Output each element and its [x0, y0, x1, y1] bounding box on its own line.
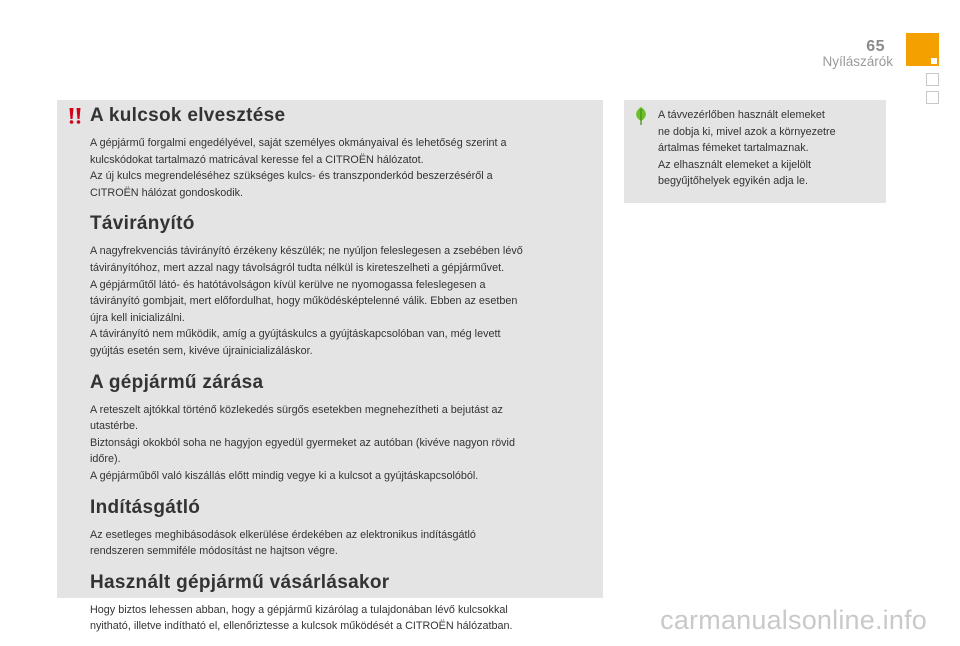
text-line: gyújtás esetén sem, kivéve újrainicializáláskor.	[90, 344, 313, 357]
section-title: Indításgátló	[90, 496, 201, 518]
text-line: A gépjármű forgalmi engedélyével, saját személyes okmányaival és lehetőség szerint a	[90, 137, 507, 149]
text-line: távirányítóhoz, mert azzal nagy távolságról tudta nélkül is kireteszelheti a gépjárművet.	[90, 261, 505, 274]
text-line: rendszeren semmiféle módosítást ne hajtson végre.	[90, 545, 338, 558]
text-line: A gépjárműből való kiszállás előtt mindig vegye ki a kulcsot a gyújtáskapcsolóból.	[90, 469, 479, 482]
eco-note-text	[658, 107, 880, 190]
section-title: A gépjármű zárása	[90, 371, 264, 393]
section-used-vehicle	[90, 571, 598, 635]
text-line: Az esetleges meghibásodások elkerülése érdekében az elektronikus indításgátló	[90, 528, 476, 541]
warning-icon	[67, 107, 83, 125]
section-body	[90, 527, 598, 560]
section-remote-control	[90, 212, 598, 359]
page-number: 65	[866, 38, 885, 55]
text-line: Az új kulcs megrendeléséhez szükséges kulcs- és transzponderkód beszerzéséről a	[90, 170, 493, 183]
section-vehicle-locking	[90, 371, 598, 485]
section-title: A kulcsok elvesztése	[90, 105, 286, 126]
section-body	[90, 602, 598, 635]
text-line: újra kell inicializálni.	[90, 311, 185, 324]
section-body	[90, 135, 598, 201]
section-lost-keys	[90, 104, 598, 201]
chapter-tab-active[interactable]	[906, 33, 939, 66]
chapter-title: Nyílászárók	[822, 54, 893, 69]
section-title: Használt gépjármű vásárlásakor	[90, 571, 390, 593]
section-body	[90, 243, 598, 359]
text-line: ártalmas fémeket tartalmaznak.	[658, 142, 809, 155]
text-line: A nagyfrekvenciás távirányító érzékeny készülék; ne nyúljon feleslegesen a zsebében lévő	[90, 245, 523, 258]
watermark-text: carmanualsonline.info	[660, 605, 927, 635]
text-line: távirányító gombjait, mert előfordulhat, hogy működésképtelenné válik. Ebben az esetben	[90, 295, 518, 308]
leaf-icon	[632, 106, 650, 126]
chapter-tab-inactive-1[interactable]	[926, 73, 939, 86]
main-content	[90, 104, 598, 646]
section-title: Távirányító	[90, 213, 195, 235]
section-body	[90, 402, 598, 485]
text-line: Biztonsági okokból soha ne hagyjon egyedül gyermeket az autóban (kivéve nagyon rövid	[90, 436, 515, 449]
text-line: Az elhasznált elemeket a kijelölt	[658, 158, 812, 171]
text-line: Hogy biztos lehessen abban, hogy a gépjármű kizárólag a tulajdonában lévő kulcsokkal	[90, 603, 508, 616]
text-line: A távirányító nem működik, amíg a gyújtáskulcs a gyújtáskapcsolóban van, még levett	[90, 328, 501, 341]
text-line: utastérbe.	[90, 420, 139, 433]
text-line: A gépjárműtől látó- és hatótávolságon kívül kerülve ne nyomogassa feleslegesen a	[90, 278, 486, 291]
chapter-tab-inactive-2[interactable]	[926, 91, 939, 104]
text-line: CITROËN hálózat gondoskodik.	[90, 186, 244, 199]
text-line: A reteszelt ajtókkal történő közlekedés sürgős esetekben megnehezítheti a bejutást az	[90, 403, 503, 416]
text-line: kulcskódokat tartalmazó matricával keresse fel a CITROËN hálózatot.	[90, 153, 424, 166]
text-line: nyitható, illetve indítható el, ellenőriztesse a kulcsok működését a CITROËN hálózatban.	[90, 620, 513, 633]
tab-marker	[931, 58, 937, 64]
text-line: A távvezérlőben használt elemeket	[658, 109, 825, 121]
text-line: begyűjtőhelyek egyikén adja le.	[658, 175, 809, 188]
text-line: időre).	[90, 453, 121, 466]
section-immobiliser	[90, 496, 598, 560]
text-line: ne dobja ki, mivel azok a környezetre	[658, 125, 836, 138]
